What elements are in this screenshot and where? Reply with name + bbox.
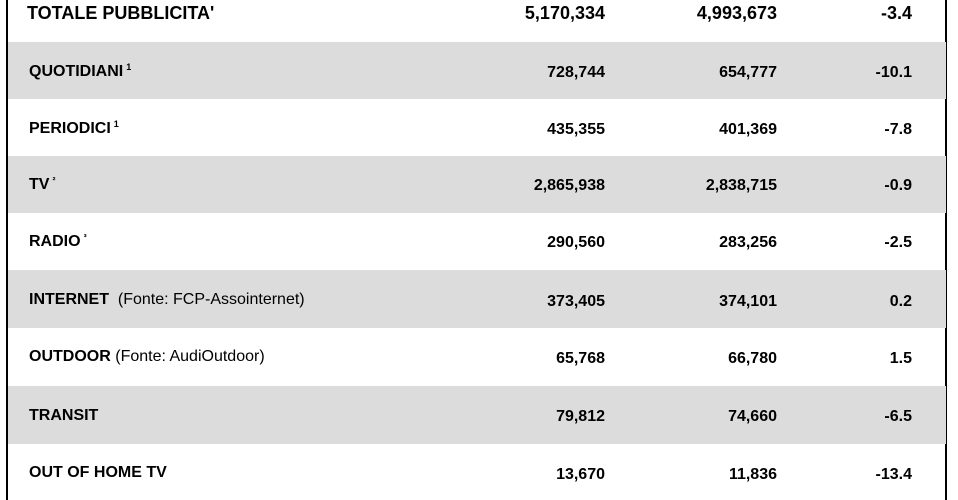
row-value-2: 2,838,715 — [705, 177, 777, 194]
row-value-2: 66,780 — [728, 350, 777, 367]
row-change: 1.5 — [889, 350, 912, 367]
row-change: -7.8 — [884, 121, 912, 138]
table-row — [8, 328, 946, 386]
footnote-marker: 1 — [113, 118, 119, 129]
row-change: -2.5 — [884, 234, 912, 251]
total-label: TOTALE PUBBLICITA' — [27, 3, 215, 23]
row-value-2: 283,256 — [719, 234, 777, 251]
row-value-2: 374,101 — [719, 293, 777, 310]
row-value-2: 74,660 — [728, 408, 777, 425]
row-change: -6.5 — [884, 408, 912, 425]
row-label: QUOTIDIANI — [29, 63, 124, 80]
table-row — [8, 270, 946, 328]
row-label: PERIODICI — [29, 120, 111, 137]
row-label: INTERNET — [29, 291, 109, 308]
row-label: TV — [29, 176, 50, 193]
row-value-1: 728,744 — [547, 64, 605, 81]
row-source-note: (Fonte: AudiOutdoor) — [115, 348, 265, 365]
row-value-2: 654,777 — [719, 64, 777, 81]
footnote-marker: ³ — [83, 231, 87, 242]
row-source-note: (Fonte: FCP-Assointernet) — [117, 291, 305, 308]
row-value-2: 401,369 — [719, 121, 777, 138]
row-value-1: 2,865,938 — [533, 177, 605, 194]
row-change: -13.4 — [875, 466, 912, 483]
row-value-1: 79,812 — [556, 408, 605, 425]
total-value-1: 5,170,334 — [524, 3, 605, 23]
row-change: 0.2 — [889, 293, 912, 310]
table-row — [8, 42, 946, 99]
total-change: -3.4 — [880, 3, 912, 23]
row-value-1: 435,355 — [547, 121, 605, 138]
table-row — [8, 156, 946, 213]
footnote-marker: 1 — [126, 61, 132, 72]
row-change: -0.9 — [884, 177, 912, 194]
row-value-1: 13,670 — [556, 466, 605, 483]
table-row — [8, 99, 946, 156]
total-value-2: 4,993,673 — [696, 3, 777, 23]
row-label: RADIO — [29, 233, 81, 250]
row-value-2: 11,836 — [728, 466, 777, 483]
row-label: OUT OF HOME TV — [29, 464, 167, 481]
row-value-1: 290,560 — [547, 234, 605, 251]
table-row — [8, 386, 946, 444]
row-label: OUTDOOR — [29, 348, 111, 365]
row-label: TRANSIT — [29, 407, 99, 424]
row-value-1: 373,405 — [547, 293, 605, 310]
footnote-marker: ² — [52, 174, 56, 185]
table-row — [8, 444, 946, 500]
total-row — [8, 0, 946, 26]
table-row — [8, 213, 946, 270]
row-value-1: 65,768 — [556, 350, 605, 367]
row-change: -10.1 — [875, 64, 912, 81]
